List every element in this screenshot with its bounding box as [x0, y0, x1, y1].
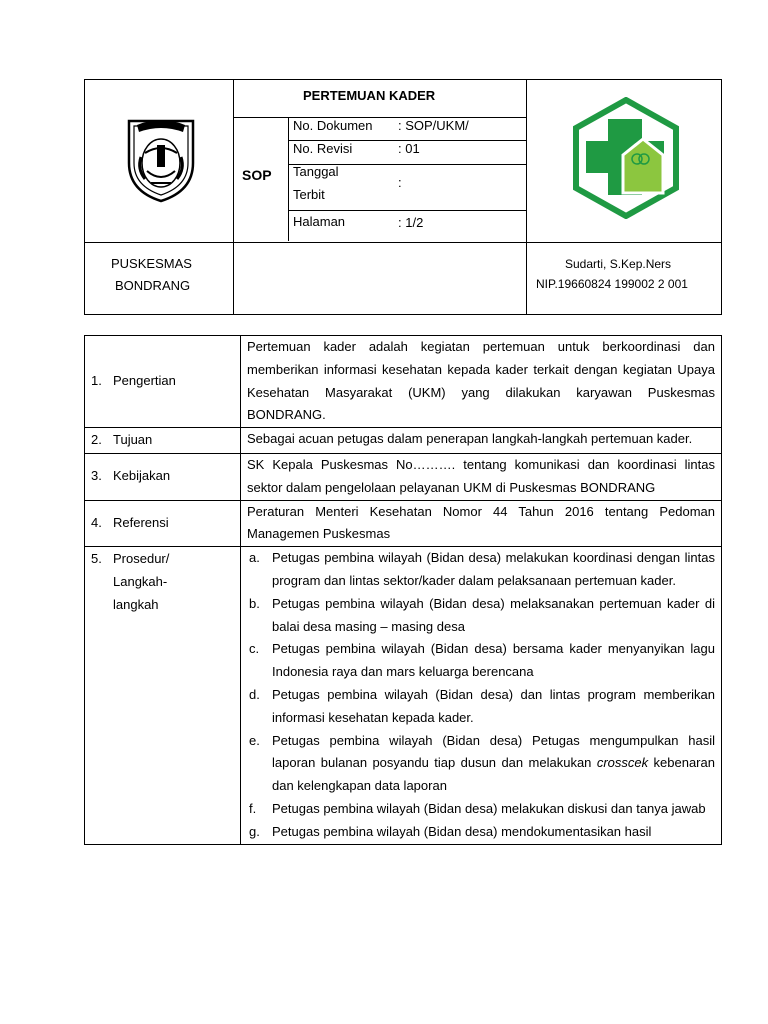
sop-label: SOP	[242, 167, 272, 183]
section-number: 3.	[91, 468, 102, 484]
list-item	[247, 821, 715, 844]
page-value: : 1/2	[398, 215, 424, 230]
org-name-line1: PUSKESMAS	[111, 256, 192, 271]
issue-date-value: :	[398, 175, 402, 190]
step-marker: c.	[249, 641, 260, 657]
list-item	[247, 798, 715, 821]
step-marker: e.	[249, 732, 260, 748]
signer-nip: NIP.19660824 199002 2 001	[536, 277, 688, 291]
table-row	[85, 500, 722, 547]
table-row	[85, 428, 722, 454]
section-label: Pengertian	[113, 373, 176, 389]
sop-content-table	[84, 335, 722, 845]
section-label: Referensi	[113, 514, 169, 530]
issue-date-label-line1: Tanggal	[293, 164, 339, 179]
sop-header-table	[84, 79, 722, 315]
section-number: 1.	[91, 373, 102, 389]
section-label: Kebijakan	[113, 468, 171, 484]
section-number: 4.	[91, 514, 102, 530]
doc-number-label: No. Dokumen	[293, 118, 373, 133]
doc-number-value: : SOP/UKM/	[398, 118, 469, 133]
step-text-italic: crosscek	[596, 755, 649, 771]
step-marker: f.	[249, 800, 257, 816]
list-item	[247, 638, 715, 684]
section-number: 2.	[91, 432, 102, 448]
revision-value: : 01	[398, 141, 420, 156]
signer-name: Sudarti, S.Kep.Ners	[565, 257, 672, 271]
regency-seal-icon	[123, 113, 199, 203]
step-text: Petugas pembina wilayah (Bidan desa) Petugas mengumpulkan hasil laporan bulanan posyandu tiap dusun dan melakukan	[272, 732, 715, 771]
page-label: Halaman	[293, 214, 346, 229]
list-item	[247, 593, 715, 639]
step-marker: b.	[249, 595, 260, 611]
list-item	[247, 730, 715, 798]
step-text: Petugas pembina wilayah (Bidan desa) mendokumentasikan hasil	[272, 823, 652, 839]
issue-date-label-line2: Terbit	[293, 187, 325, 202]
section-text: Pertemuan kader adalah kegiatan pertemuan untuk berkoordinasi dan memberikan informasi kesehatan kepada kader terkait dengan kegiatan Upaya Kesehatan Masyarakat (UKM) yang dilakukan karyawan Puskesmas BONDRANG.	[241, 336, 722, 428]
table-row	[85, 336, 722, 428]
page-title: PERTEMUAN KADER	[303, 88, 436, 103]
procedure-steps	[247, 547, 715, 843]
step-marker: d.	[249, 686, 260, 702]
section-label: Tujuan	[113, 432, 153, 448]
revision-label: No. Revisi	[293, 141, 353, 156]
step-marker: a.	[249, 550, 260, 566]
section-text: SK Kepala Puskesmas No………. tentang komunikasi dan koordinasi lintas sektor dalam pengelolaan pelayanan UKM di Puskesmas BONDRANG	[241, 453, 722, 500]
step-text: Petugas pembina wilayah (Bidan desa) dan lintas program memberikan informasi kesehatan kepada kader.	[272, 686, 715, 725]
section-text: Sebagai acuan petugas dalam penerapan langkah-langkah pertemuan kader.	[241, 428, 722, 454]
puskesmas-logo-icon	[565, 97, 687, 219]
section-label: Langkah-	[113, 573, 168, 589]
list-item	[247, 684, 715, 730]
section-number: 5.	[91, 551, 102, 567]
section-label: Prosedur/	[113, 551, 170, 567]
step-text: Petugas pembina wilayah (Bidan desa) melakukan diskusi dan tanya jawab	[272, 800, 706, 816]
step-text: Petugas pembina wilayah (Bidan desa) bersama kader menyanyikan lagu Indonesia raya dan mars keluarga berencana	[272, 641, 715, 680]
section-text: Peraturan Menteri Kesehatan Nomor 44 Tahun 2016 tentang Pedoman Managemen Puskesmas	[241, 500, 722, 547]
step-text: kebenaran dan kelengkapan data laporan	[272, 755, 715, 794]
section-label: langkah	[113, 596, 159, 612]
table-row	[85, 453, 722, 500]
step-text: Petugas pembina wilayah (Bidan desa) melakukan koordinasi dengan lintas program dan lintas sektor/kader dalam pelaksanaan pertemuan kader.	[272, 550, 715, 588]
org-name-line2: BONDRANG	[115, 278, 191, 293]
table-row	[85, 547, 722, 844]
step-text: Petugas pembina wilayah (Bidan desa) melaksanakan pertemuan kader di balai desa masing – masing desa	[272, 595, 715, 634]
step-marker: g.	[249, 823, 260, 839]
list-item	[247, 547, 715, 593]
